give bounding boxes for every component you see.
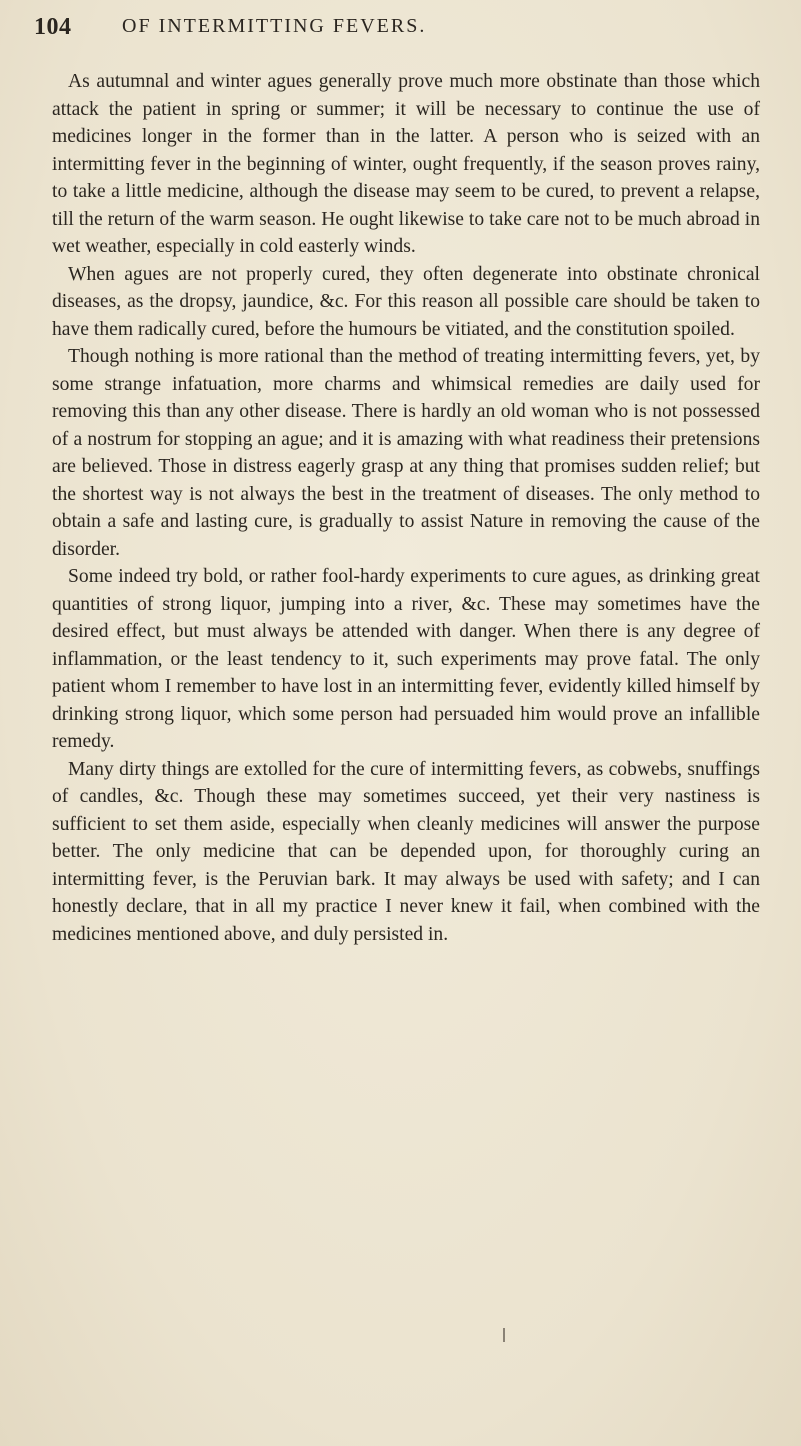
- paragraph-experiments: Some indeed try bold, or rather fool-hardy experiments to cure agues, as drinking great quantities of strong liquor, jumping into a river, &c. These may sometimes have the desired effect, but must always be attended with danger. When there is any degree of inflammation, or the least tendency to it, such experiments may prove fatal. The only patient whom I remember to have lost in an intermitting fever, evidently killed himself by drinking strong liquor, which some person had persuaded him would prove an infallible remedy.: [52, 566, 760, 752]
- paragraph-peruvian-bark: Many dirty things are extolled for the cure of intermitting fevers, as cobwebs, snuffings of candles, &c. Though these may sometimes succeed, yet their very nastiness is sufficient to set them aside, especially when cleanly medicines will answer the purpose better. The only medicine that can be depended upon, for thoroughly curing an intermitting fever, is the Peruvian bark. It may always be used with safety; and I can honestly declare, that in all my practice I never knew it fail, when combined with the medicines mentioned above, and duly persisted in.: [52, 758, 760, 945]
- running-head: OF INTERMITTING FEVERS.: [122, 15, 427, 37]
- paragraph-charms: Though nothing is more rational than the method of treating intermitting fevers, yet, by some strange infatuation, more charms and whimsical remedies are daily used for removing this than any other disease. There is hardly an old woman who is not possessed of a nostrum for stopping an ague; and it is amazing with what readiness their pretensions are believed. Those in distress eagerly grasp at any thing that promises sudden relief; but the shortest way is not always the best in the treatment of diseases. The only method to obtain a safe and lasting cure, is gradually to assist Nature in removing the cause of the disorder.: [52, 346, 760, 560]
- paragraph-degenerate: When agues are not properly cured, they often degenerate into obstinate chronical diseases, as the dropsy, jaundice, &c. For this reason all possible care should be taken to have them radically cured, before the humours be vitiated, and the constitution spoiled.: [52, 263, 760, 340]
- page-number: 104: [34, 14, 72, 40]
- paragraph-autumnal-agues: As autumnal and winter agues generally prove much more obstinate than those which attack the patient in spring or summer; it will be necessary to continue the use of medicines longer in the former than in the latter. A person who is seized with an intermitting fever in the beginning of winter, ought frequently, if the season proves rainy, to take a little medicine, although the disease may seem to be cured, to prevent a relapse, till the return of the warm season. He ought likewise to take care not to be much abroad in wet weather, especially in cold easterly winds.: [52, 71, 760, 257]
- page-mark: [503, 1328, 505, 1342]
- page-header: [34, 14, 774, 50]
- body-text: [52, 68, 760, 948]
